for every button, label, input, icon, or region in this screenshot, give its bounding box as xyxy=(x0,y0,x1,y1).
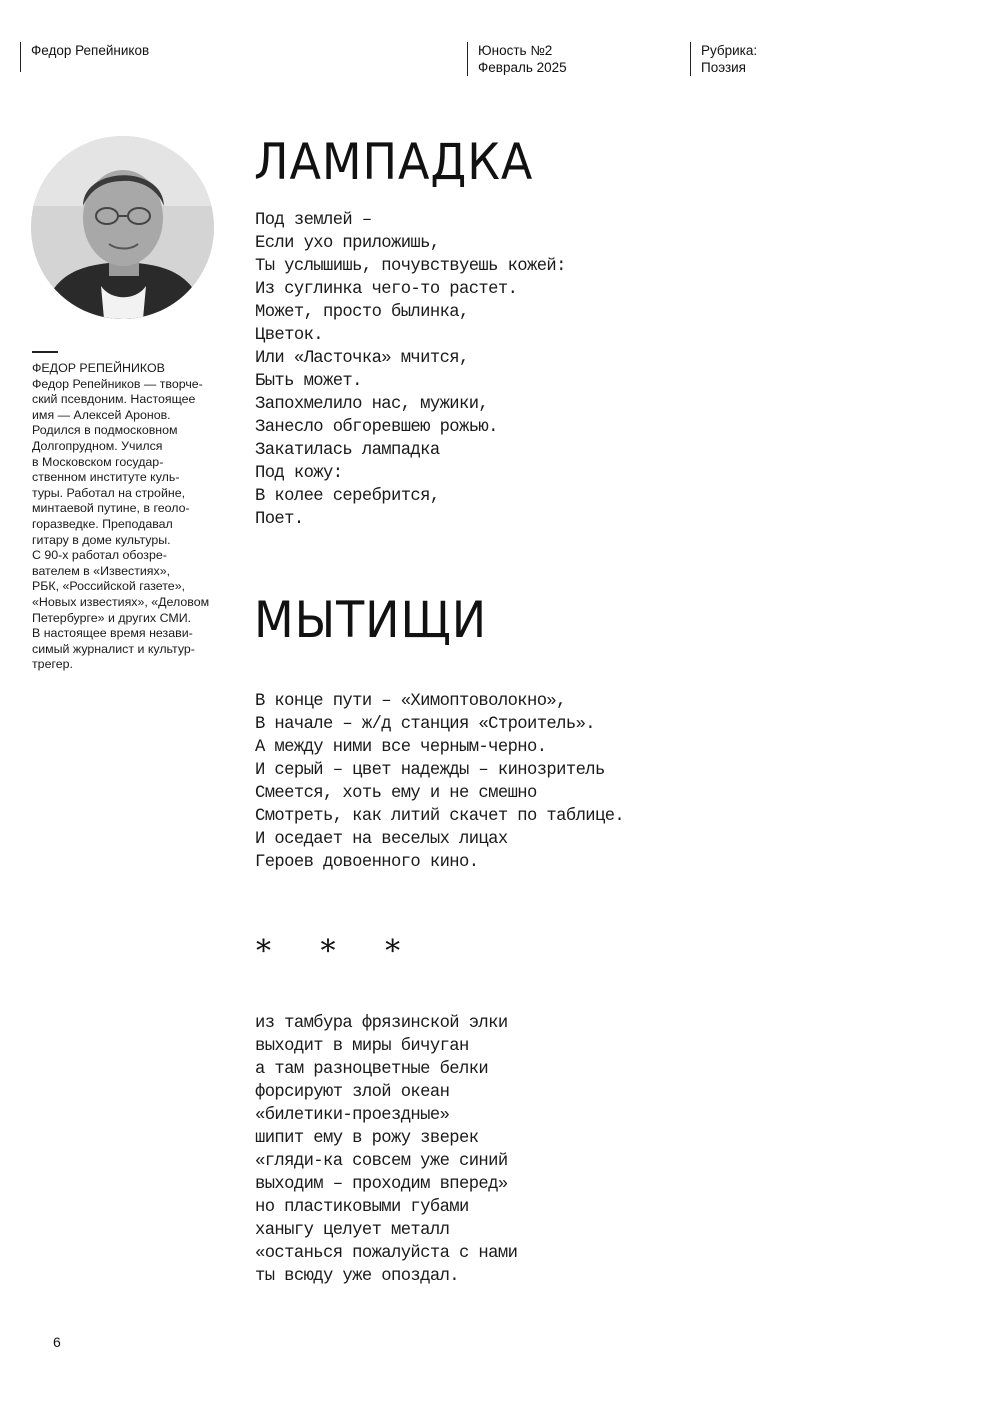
header-issue-number: Юность №2 xyxy=(478,43,553,58)
poem-text-mytishchi: В конце пути – «Химоптоволокно», В начале – ж/д станция «Строитель». А между ними все черным-черно. И серый – цвет надежды – кинозритель Смеется, хоть ему и не смешно Смотреть, как литий скачет по таблице. И оседает на веселых лицах Героев довоенного кино. xyxy=(255,692,625,872)
poem-text-lampadka: Под землей – Если ухо приложишь, Ты услышишь, почувствуешь кожей: Из суглинка чего-то растет. Может, просто былинка, Цветок. Или «Ласточка» мчится, Быть может. Запохмелило нас, мужики, Занесло обгоревшею рожью. Закатилась лампадка Под кожу: В колее серебрится, Поет. xyxy=(255,211,566,529)
page-number: 6 xyxy=(53,1334,61,1350)
poem-title-lampadka: ЛАМПАДКА xyxy=(254,133,534,191)
header-author xyxy=(20,42,149,72)
bio-author-name: ФЕДОР РЕПЕЙНИКОВ xyxy=(32,361,165,375)
header-rubric xyxy=(690,42,757,76)
author-portrait xyxy=(31,136,214,319)
author-bio xyxy=(32,361,238,673)
bio-divider xyxy=(32,351,58,353)
header-issue-date: Февраль 2025 xyxy=(478,60,567,75)
bio-text: Федор Репейников — творче- ский псевдоним. Настоящее имя — Алексей Аронов. Родился в подмосковном Долгопрудном. Учился в Московском государ- ственном институте куль- туры. Работал на стройне, минтаевой путине, в геоло- горазведке. Преподавал гитару в доме культуры. С 90-х работал обозре- вателем в «Известиях», РБК, «Российской газете», «Новых известиях», «Деловом Петербурге» и других СМИ. В настоящее время незави- симый журналист и культур- трегер. xyxy=(32,376,210,672)
header-issue xyxy=(467,42,567,76)
header-rubric-label: Рубрика: xyxy=(701,43,758,58)
poem-title-untitled: * * * xyxy=(256,934,421,969)
header-author-name: Федор Репейников xyxy=(31,43,150,58)
poem-title-mytishchi: МЫТИЩИ xyxy=(254,591,488,649)
poem-text-untitled: из тамбура фрязинской элки выходит в миры бичуган а там разноцветные белки форсируют злой океан «билетики-проездные» шипит ему в рожу зверек «гляди-ка совсем уже синий выходим – проходим вперед» но пластиковыми губами ханыгу целует металл «останься пожалуйста с нами ты всюду уже опоздал. xyxy=(255,1014,518,1286)
header-rubric-value: Поэзия xyxy=(701,60,746,75)
